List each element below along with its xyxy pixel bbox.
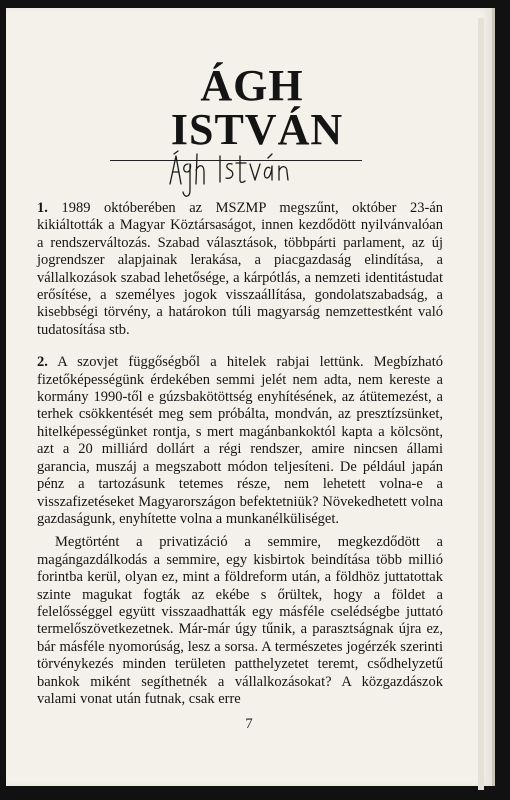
section-number: 2. — [37, 354, 48, 371]
author-first-name: ÁGH — [200, 61, 304, 110]
section-text: 1989 októberében az MSZMP megszűnt, október 23-án kikiáltották a Magyar Köztársaságot, innen kezdődött nyilvánvalóan a rendszerváltozás. Szabad választások, többpárti parlament, az új jogrendszer alapjainak lerakása, a piacgazdaság elindítása, a vállalkozások szabad lehetősége, a kárpótlás, a nemzeti identitástudat erősítése, a személyes jogok visszaállítása, gondolatszabadság, a kisebbségi törvény, a határokon túli magyarság nemzettestként való tudatosítása stb. — [37, 200, 444, 338]
section-1 — [37, 200, 443, 339]
section-number: 1. — [37, 200, 48, 216]
article-body — [37, 200, 443, 708]
section-text: Megtörtént a privatizáció a semmire, megkezdődött a magángazdálkodás a semmire, egy kisbirtok beindítása több millió forintba kerül, olyan ez, mint a földreform után, a földhöz juttatottak szinte magukat fogták az ekébe s őrültek, hogy a földet a felelősséggel együtt visszaadhatták egy másféle cselédségbe juttató termelőszövetkezetnek. Már-már úgy tűnik, a parasztságnak újra ez, bár másféle nyomorúság, lesz a sorsa. A természetes jogérzék szerinti törvénykezés minden területen patthelyzetet teremt, csődhelyzetű bankok miként segíthetnék a vállalkozásokat? A közgazdászok valami vonat után futnak, csak erre — [37, 534, 443, 707]
handwritten-signature — [166, 150, 306, 206]
section-2-continuation — [37, 534, 443, 708]
author-last-name: ISTVÁN — [170, 105, 344, 154]
book-page — [6, 8, 495, 786]
page-number: 7 — [245, 716, 253, 732]
section-2 — [37, 354, 443, 528]
section-text: A szovjet függőségből a hitelek rabjai lettünk. Megbízható fizetőképességünk érdekében semmi jelét nem adta, nem kereste a kormány 1990-től e gúzsbakötöttség enyhítésének, az átütemezést, a terhek csökkentését meg sem próbálta, mondván, az presztízsünket, hitelképességünket rontja, s mert magánbankoktól kapta a kölcsönt, azt a 20 milliárd dollárt a régi rendszer, amire nincsen állami garancia, muszáj a megszabott módon teljesíteni. De például japán pénz a tartozásunk tetemes része, nem lehetett volna-e a visszafizetéseket Magyarországon befektetniük? Növekedhetett volna gazdaságunk, enyhítette volna a munkanélküliséget. — [37, 354, 444, 527]
